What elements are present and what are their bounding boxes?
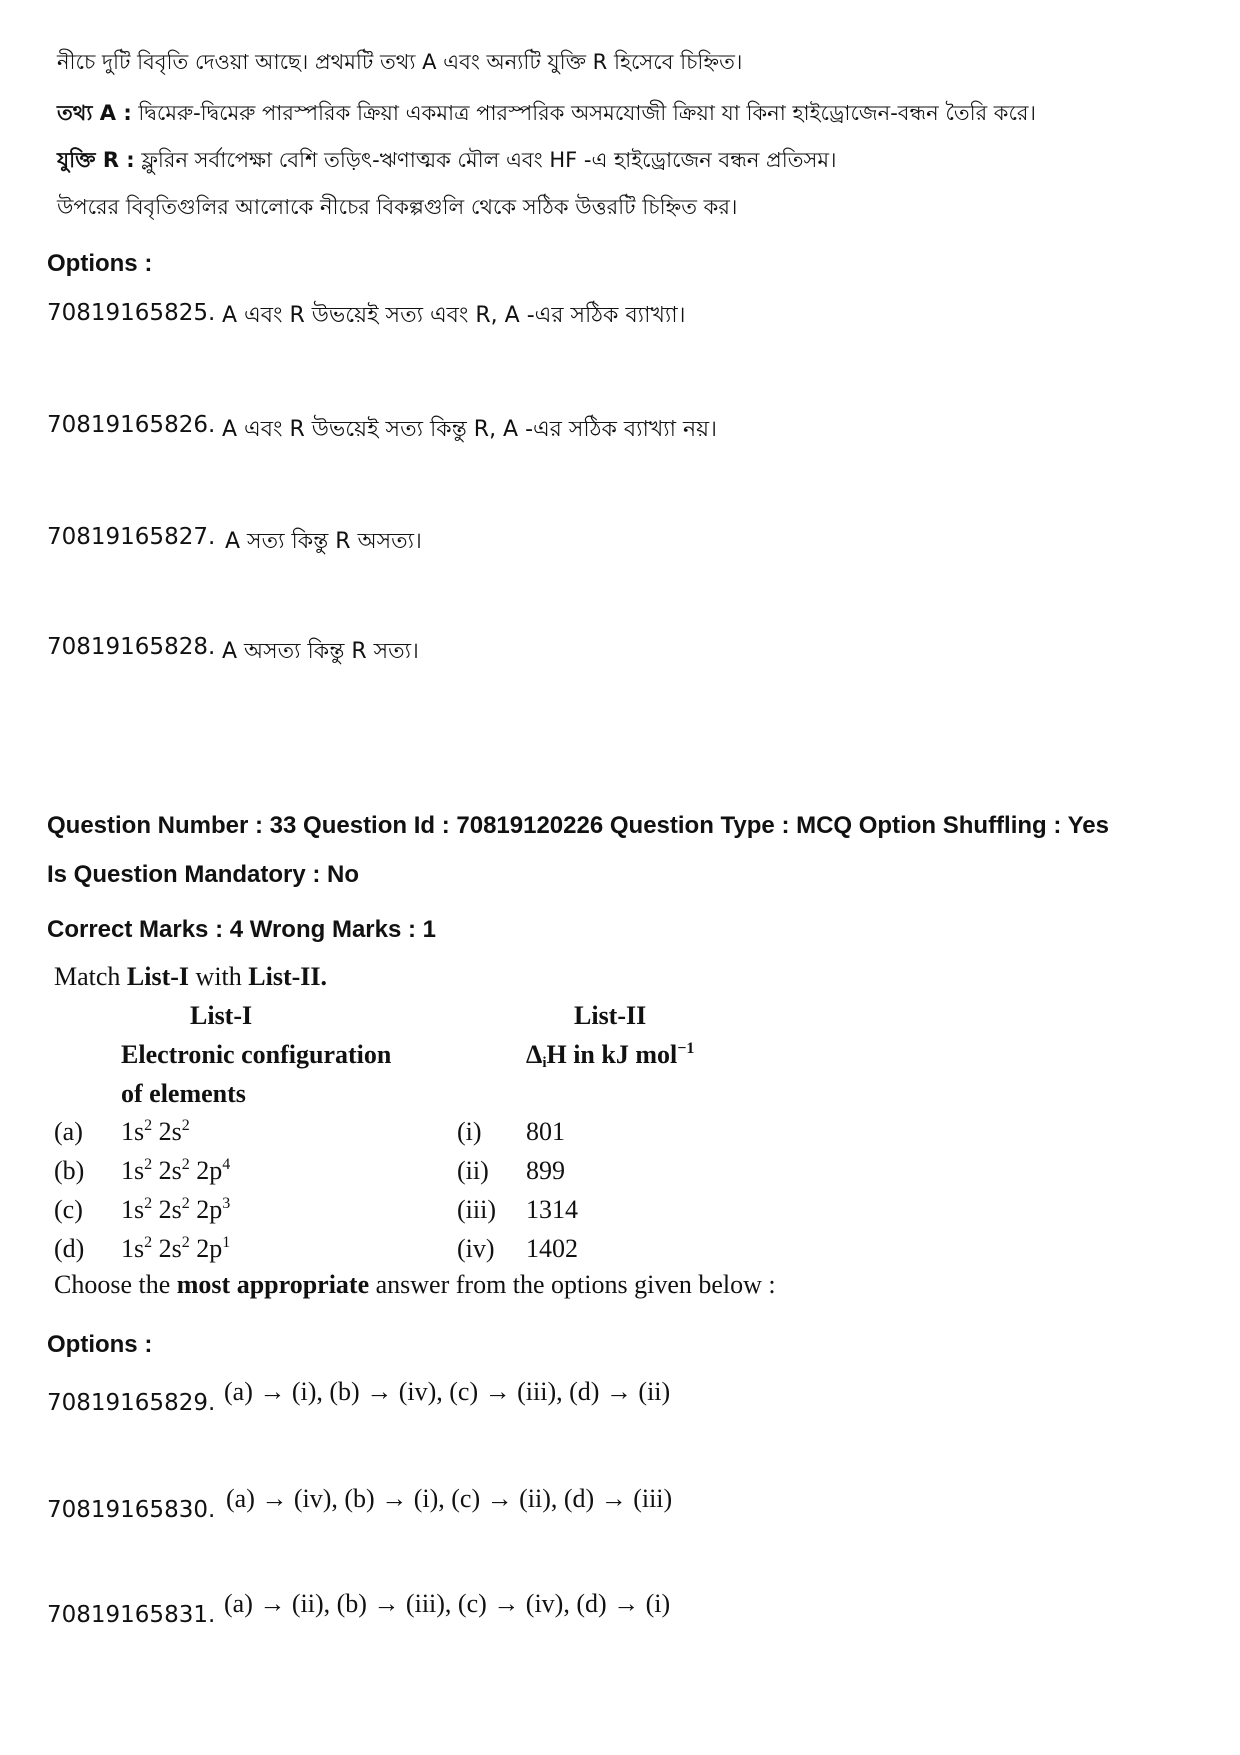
q33-marks: Correct Marks : 4 Wrong Marks : 1 [47,916,437,943]
option-id: 70819165829. [47,1390,216,1416]
row-configuration: $1s^2$ $2s^2$ [121,1117,190,1146]
option-id: 70819165830. [47,1497,216,1523]
option-id: 70819165825. [47,300,216,326]
q33-choose-text: Choose the most appropriate answer from the options given below : [54,1270,776,1299]
row-label: (d) [54,1234,85,1263]
q33-header-line2: Is Question Mandatory : No [47,861,360,888]
q32-option-2-text: A এবং R উভয়েই সত্য কিন্তু R, A -এর সঠিক ব্যাখ্যা নয়। [222,417,718,442]
row-roman: (ii) [457,1156,489,1185]
q32-assertion-label: তথ্য A : [57,101,132,125]
q32-option-4[interactable] [47,634,215,660]
list1-subtitle-1: Electronic configuration [121,1040,392,1069]
row-configuration: $1s^2$ $2s^2$ $2p^3$ [121,1195,231,1224]
q33-header-line1: Question Number : 33 Question Id : 70819120226 Question Type : MCQ Option Shuffling : Yes [47,812,1109,839]
q33-option-3[interactable] [47,1602,215,1628]
row-configuration: $1s^2$ $2s^2$ $2p^1$ [121,1234,231,1263]
row-label: (c) [54,1195,83,1224]
q32-reason-text: ফ্লুরিন সর্বাপেক্ষা বেশি তড়িৎ-ঋণাত্মক মৌল এবং HF -এ হাইড্রোজেন বন্ধন প্রতিসম। [141,148,837,172]
row-label: (b) [54,1156,85,1185]
row-roman: (i) [457,1117,482,1146]
row-roman: (iv) [457,1234,495,1263]
q33-option-1-text: (a) → (i), (b) → (iv), (c) → (iii), (d) → (ii) [224,1377,671,1406]
row-value: 1314 [526,1195,578,1224]
list1-subtitle-2: of elements [121,1079,246,1108]
q32-options-label: Options : [47,250,153,277]
row-roman: (iii) [457,1195,496,1224]
row-value: 1402 [526,1234,578,1263]
list2-title: List-II [574,1001,647,1030]
row-label: (a) [54,1117,83,1146]
row-value: 801 [526,1117,565,1146]
option-id: 70819165828. [47,634,216,660]
q33-prompt: Match List-I with List-II. [54,962,328,991]
option-id: 70819165826. [47,412,216,438]
q32-option-3-text: A সত্য কিন্তু R অসত্য। [225,529,422,554]
q33-option-3-text: (a) → (ii), (b) → (iii), (c) → (iv), (d) → (i) [224,1589,671,1618]
q33-option-2-text: (a) → (iv), (b) → (i), (c) → (ii), (d) → (iii) [226,1484,673,1513]
row-value: 899 [526,1156,565,1185]
row-configuration: $1s^2$ $2s^2$ $2p^4$ [121,1156,231,1185]
q32-assertion [57,97,1036,132]
list2-subtitle: $\Delta_iH$ in kJ mol$^{-1}$ [526,1040,695,1071]
q32-assertion-text: দ্বিমেরু-দ্বিমেরু পারস্পরিক ক্রিয়া একমাত্র পারস্পরিক অসমযোজী ক্রিয়া যা কিনা হাইড্রোজেন-বন্ধন তৈরি করে। [138,101,1036,125]
q32-option-3[interactable] [47,524,215,550]
q32-reason [57,144,837,179]
option-id: 70819165827. [47,524,216,550]
q32-option-4-text: A অসত্য কিন্তু R সত্য। [222,639,419,664]
q32-option-1-text: A এবং R উভয়েই সত্য এবং R, A -এর সঠিক ব্যাখ্যা। [222,303,686,328]
list1-title: List-I [190,1001,253,1030]
q32-option-1[interactable] [47,300,215,326]
option-id: 70819165831. [47,1602,216,1628]
q33-options-label: Options : [47,1331,153,1358]
q32-instruction: উপরের বিবৃতিগুলির আলোকে নীচের বিকল্পগুলি থেকে সঠিক উত্তরটি চিহ্নিত কর। [57,195,738,219]
q32-reason-label: যুক্তি R : [57,148,135,172]
q32-intro: নীচে দুটি বিবৃতি দেওয়া আছে। প্রথমটি তথ্য A এবং অন্যটি যুক্তি R হিসেবে চিহ্নিত। [57,50,743,74]
q33-option-1[interactable] [47,1390,215,1416]
q33-option-2[interactable] [47,1497,215,1523]
q32-option-2[interactable] [47,412,215,438]
